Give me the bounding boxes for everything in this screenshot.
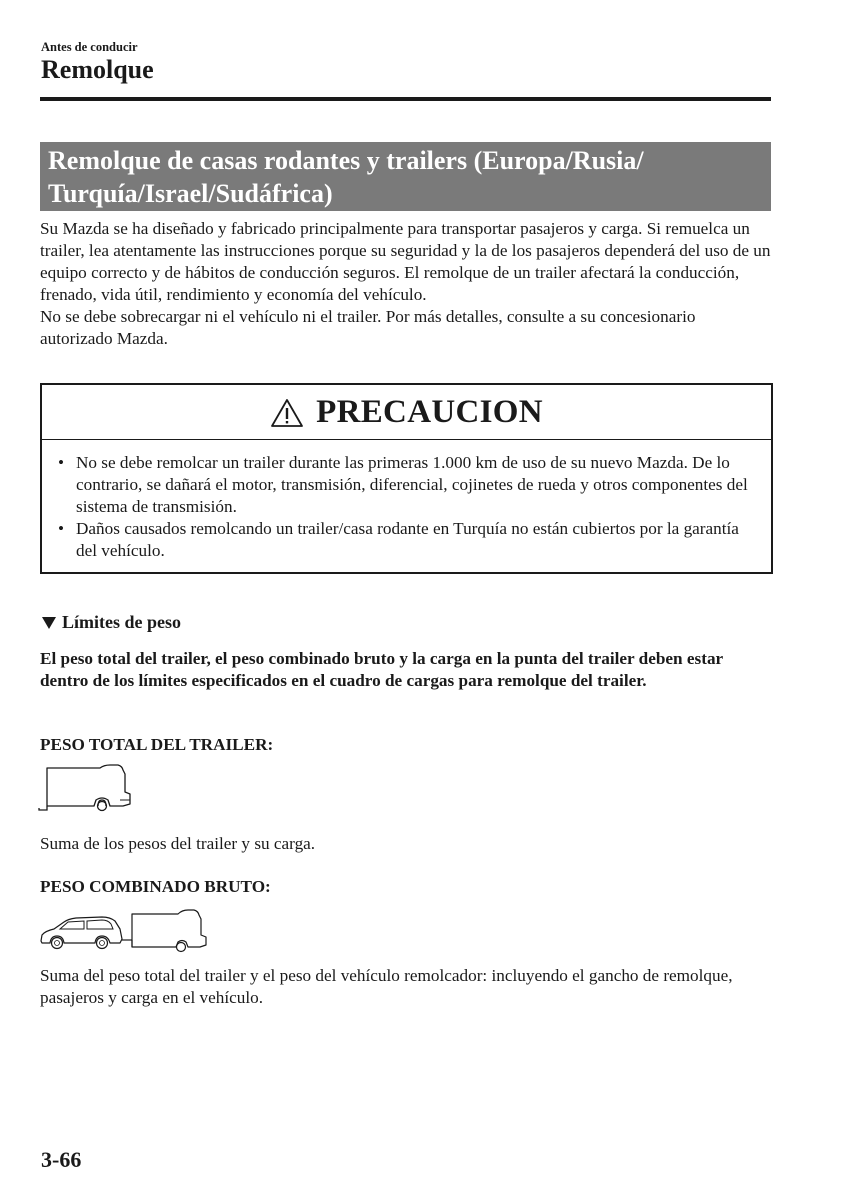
trailer-illustration: [38, 764, 138, 814]
page-number: 3-66: [41, 1147, 82, 1172]
running-head: Antes de conducir: [41, 40, 138, 54]
caution-list: [58, 452, 764, 562]
caution-item-text: No se debe remolcar un trailer durante las primeras 1.000 km de uso de su nuevo Mazda. De lo contrario, se dañará el motor, transmisión, diferencial, cojinetes de rueda y otros componentes del sistema de transmisión.: [76, 453, 748, 516]
bullet: •: [58, 453, 65, 472]
intro-text: [40, 218, 772, 350]
page-title: Remolque: [41, 55, 154, 84]
caution-header: [42, 385, 771, 440]
definition-heading-trailer-weight: PESO TOTAL DEL TRAILER:: [40, 735, 274, 754]
bullet: •: [58, 519, 65, 538]
caution-item: [58, 452, 764, 518]
section-banner-line-1: Remolque de casas rodantes y trailers (Europa/Rusia/: [48, 146, 644, 175]
definition-heading-combined-weight: PESO COMBINADO BRUTO:: [40, 877, 271, 896]
title-rule: [40, 97, 771, 101]
caution-item-text: Daños causados remolcando un trailer/casa rodante en Turquía no están cubiertos por la garantía del vehículo.: [76, 519, 739, 560]
section-banner: [40, 142, 771, 211]
caution-title: PRECAUCION: [316, 393, 543, 430]
warning-triangle-icon: [270, 398, 304, 428]
intro-paragraph-2: No se debe sobrecargar ni el vehículo ni el trailer. Por más detalles, consulte a su concesionario autorizado Mazda.: [40, 307, 696, 348]
car-with-trailer-illustration: [38, 905, 210, 955]
section-banner-line-2: Turquía/Israel/Sudáfrica): [48, 179, 333, 208]
subsection-heading: [41, 612, 181, 633]
definition-text-combined-weight: Suma del peso total del trailer y el peso del vehículo remolcador: incluyendo el gancho de remolque, pasajeros y carga en el vehículo.: [40, 966, 733, 1007]
caution-box: [40, 383, 773, 574]
caution-item: [58, 518, 764, 562]
down-triangle-icon: [41, 616, 57, 630]
subsection-title: Límites de peso: [62, 612, 181, 632]
definition-text-trailer-weight: Suma de los pesos del trailer y su carga.: [40, 834, 316, 853]
intro-paragraph-1: Su Mazda se ha diseñado y fabricado principalmente para transportar pasajeros y carga. Si remuelca un trailer, lea atentamente las instrucciones porque su seguridad y la de los pasajeros dependerá del uso de un equipo correcto y de hábitos de conducción seguros. El remolque de un trailer afectará la conducción, frenado, vida útil, rendimiento y economía del vehículo.: [40, 219, 771, 304]
weight-limits-intro: El peso total del trailer, el peso combinado bruto y la carga en la punta del trailer deben estar dentro de los límites especificados en el cuadro de cargas para remolque del trailer.: [40, 649, 723, 690]
